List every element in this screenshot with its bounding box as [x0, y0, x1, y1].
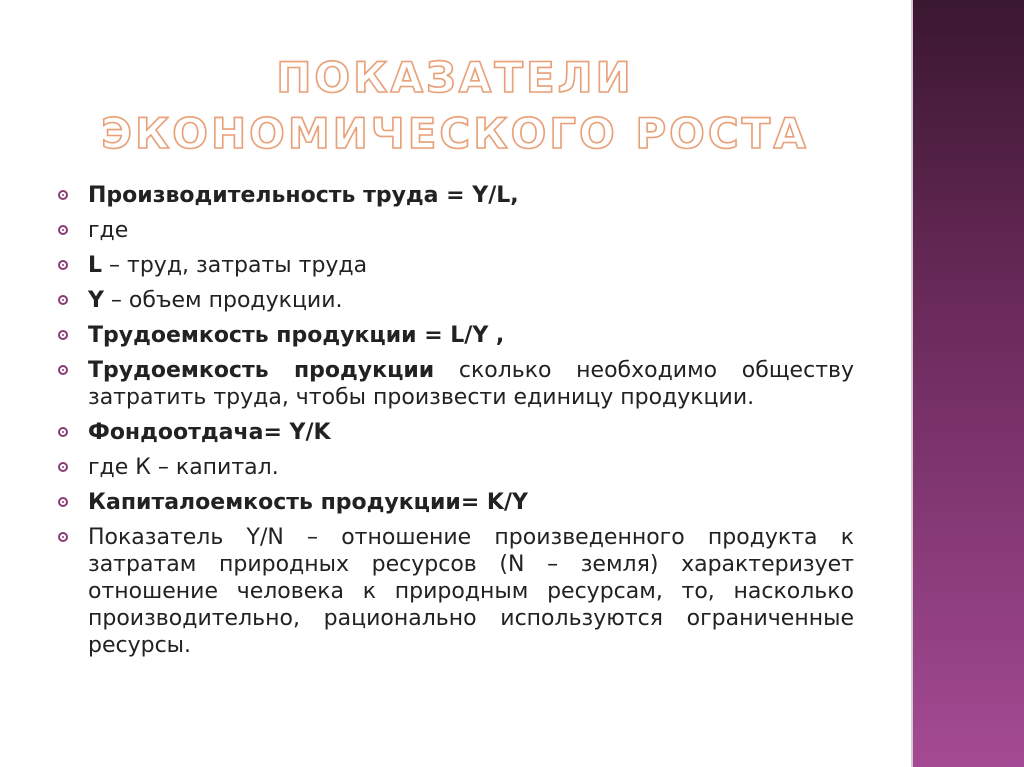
circle-bullet-icon: [58, 427, 68, 437]
item-bold-text: L: [88, 253, 103, 278]
list-item: [58, 322, 854, 349]
list-item: [58, 252, 854, 279]
circle-bullet-icon: [58, 225, 68, 235]
item-text: – труд, затраты труда: [102, 253, 368, 278]
item-text: сколько необходимо обществу затратить труда, чтобы произвести единицу продукции.: [88, 358, 854, 410]
circle-bullet-icon: [58, 260, 68, 270]
list-item: [58, 217, 854, 244]
circle-bullet-icon: [58, 330, 68, 340]
circle-bullet-icon: [58, 532, 68, 542]
item-text: где К – капитал.: [88, 455, 279, 480]
list-item: [58, 182, 854, 209]
circle-bullet-icon: [58, 190, 68, 200]
decorative-side-band: [913, 0, 1024, 767]
item-bold-text: Y: [88, 288, 104, 313]
list-item: [58, 357, 854, 411]
slide-title: ПОКАЗАТЕЛИ ЭКОНОМИЧЕСКОГО РОСТА: [101, 53, 809, 158]
item-bold-text: Трудоемкость продукции: [88, 358, 435, 383]
item-bold-text: Фондоотдача= Y/K: [88, 420, 331, 445]
circle-bullet-icon: [58, 295, 68, 305]
list-item: [58, 287, 854, 314]
item-text: Показатель Y/N – отношение произведенного продукта к затратам природных ресурсов (N – земля) характеризует отношение человека к природным ресурсам, то, насколько производительно, рационально используются ограниченные ресурсы.: [88, 525, 854, 658]
list-item: [58, 454, 854, 481]
circle-bullet-icon: [58, 365, 68, 375]
list-item: [58, 419, 854, 446]
list-item: [58, 524, 854, 659]
item-text: где: [88, 218, 129, 243]
bullet-list: [58, 182, 854, 667]
circle-bullet-icon: [58, 462, 68, 472]
item-bold-text: Трудоемкость продукции = L/Y ,: [88, 323, 505, 348]
item-bold-text: Производительность труда = Y/L,: [88, 183, 519, 208]
list-item: [58, 489, 854, 516]
circle-bullet-icon: [58, 497, 68, 507]
item-bold-text: Капиталоемкость продукции= K/Y: [88, 490, 528, 515]
item-text: – объем продукции.: [103, 288, 343, 313]
